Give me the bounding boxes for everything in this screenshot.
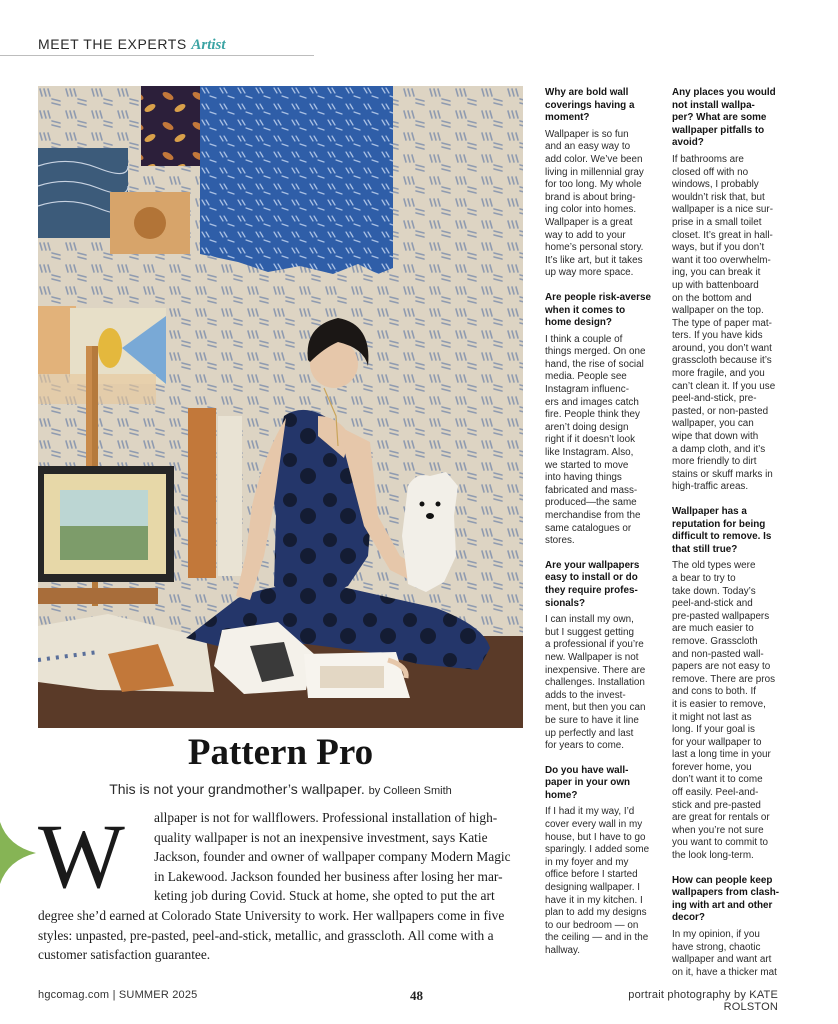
article-subtitle bbox=[38, 781, 523, 797]
answer-line: wallpaper on the top. bbox=[672, 305, 764, 317]
subtitle-text: This is not your grandmother’s wallpaper. bbox=[109, 781, 365, 797]
answer-line: more friendly to dirt bbox=[672, 456, 757, 468]
section-header bbox=[38, 36, 226, 54]
footer-separator: | bbox=[112, 989, 116, 1001]
answer-line: it might not last as bbox=[672, 711, 752, 723]
question-line: home design? bbox=[545, 317, 612, 329]
answer-line: have strong, chaotic bbox=[672, 941, 761, 953]
answer-line: wallpaper and want art bbox=[672, 954, 772, 966]
answer-line: are great for rentals or bbox=[672, 812, 770, 824]
answer-line: don’t want it to come bbox=[672, 774, 763, 786]
section-tag: Artist bbox=[191, 37, 226, 53]
answer-line: If bathrooms are bbox=[672, 153, 744, 165]
answer-line: plan to add my designs bbox=[545, 907, 647, 919]
answer-line: like Instagram. Also, bbox=[545, 447, 634, 459]
answer-line: a damp cloth, and it’s bbox=[672, 443, 766, 455]
answer-line: in my foyer and my bbox=[545, 856, 629, 868]
qa-question bbox=[672, 87, 802, 150]
answer-line: it is easier to remove, bbox=[672, 698, 766, 710]
question-line: How can people keep bbox=[672, 874, 773, 886]
answer-line: new. Wallpaper is not bbox=[545, 651, 639, 663]
answer-line: designing wallpaper. I bbox=[545, 882, 640, 894]
answer-line: If I had it my way, I’d bbox=[545, 806, 635, 818]
answer-line: challenges. Installation bbox=[545, 677, 645, 689]
answer-line: stick and pre-pasted bbox=[672, 799, 761, 811]
question-line: coverings having a bbox=[545, 99, 635, 111]
answer-line: wallpaper is a nice sur- bbox=[672, 204, 773, 216]
answer-line: Instagram influenc- bbox=[545, 384, 629, 396]
answer-line: forever home, you bbox=[672, 761, 752, 773]
answer-line: hallway. bbox=[545, 945, 580, 956]
answer-line: on the bottom and bbox=[672, 292, 752, 304]
answer-line: ment, but then you can bbox=[545, 702, 646, 714]
question-line: Wallpaper has a bbox=[672, 506, 747, 517]
answer-line: way to add to your bbox=[545, 229, 626, 241]
answer-line: living in millennial gray bbox=[545, 166, 644, 178]
answer-line: ing color into homes. bbox=[545, 204, 637, 216]
answer-line: I can install my own, bbox=[545, 614, 634, 626]
answer-line: off easily. Peel-and- bbox=[672, 787, 759, 799]
question-line: that still true? bbox=[672, 543, 738, 555]
drop-cap: W bbox=[38, 805, 125, 907]
question-line: paper in your own bbox=[545, 777, 631, 789]
answer-line: we started to move bbox=[545, 459, 629, 471]
answer-line: and an easy way to bbox=[545, 141, 631, 153]
answer-line: on it, have a thicker mat bbox=[672, 966, 777, 978]
answer-line: the look long-term. bbox=[672, 850, 754, 862]
answer-line: pasted, or non-pasted bbox=[672, 405, 769, 417]
answer-line: merchandise from the bbox=[545, 510, 641, 521]
answer-line: house, but I have to go bbox=[545, 831, 646, 843]
answer-line: up way more space. bbox=[545, 267, 634, 279]
answer-line: into having things bbox=[545, 472, 622, 484]
question-line: they require profes- bbox=[545, 584, 638, 596]
answer-line: closed off with no bbox=[672, 166, 749, 178]
answer-line: cover every wall in my bbox=[545, 819, 643, 831]
qa-answer bbox=[545, 334, 667, 548]
answer-line: long. If your goal is bbox=[672, 724, 755, 736]
body-line: in Lakewood. Jackson founded her business after losing her mar- bbox=[154, 868, 503, 884]
qa-answer bbox=[672, 560, 802, 862]
answer-line: add color. We’ve been bbox=[545, 153, 643, 165]
question-line: per? What are some bbox=[672, 112, 767, 124]
green-page-tab bbox=[0, 822, 36, 884]
question-line: avoid? bbox=[672, 137, 704, 149]
qa-answer bbox=[672, 154, 802, 494]
answer-line: right if it doesn’t look bbox=[545, 434, 636, 446]
question-line: home? bbox=[545, 789, 578, 801]
body-line: Jackson, founder and owner of wallpaper company Modern Magic bbox=[154, 849, 511, 865]
byline: by Colleen Smith bbox=[368, 785, 452, 797]
answer-line: want it too overwhelm- bbox=[672, 254, 771, 266]
answer-line: papers are not easy to bbox=[672, 661, 771, 673]
qa-answer bbox=[672, 929, 802, 979]
answer-line: closet. It’s great in hall- bbox=[672, 229, 773, 241]
answer-line: remove. There are pros bbox=[672, 673, 776, 685]
answer-line: up perfectly and last bbox=[545, 727, 634, 739]
body-line: allpaper is not for wallflowers. Professional installation of high- bbox=[154, 810, 498, 825]
question-line: ing with art and other bbox=[672, 899, 773, 911]
body-line: customer satisfaction guarantee. bbox=[38, 947, 211, 963]
question-line: decor? bbox=[672, 912, 705, 924]
answer-line: take down. Today’s bbox=[672, 585, 756, 597]
answer-line: but I suggest getting bbox=[545, 626, 634, 638]
answer-line: The old types were bbox=[672, 560, 756, 572]
qa-answer bbox=[545, 129, 667, 280]
qa-question bbox=[545, 292, 667, 330]
answer-line: produced—the same bbox=[545, 497, 637, 509]
answer-line: sparingly. I added some bbox=[545, 844, 650, 856]
footer-left bbox=[38, 989, 198, 1001]
answer-line: and non-pasted wall- bbox=[672, 648, 764, 660]
answer-line: It’s like art, but it takes bbox=[545, 254, 643, 266]
question-line: moment? bbox=[545, 112, 590, 124]
qa-answer bbox=[545, 614, 667, 753]
answer-line: peel-and-stick and bbox=[672, 598, 753, 610]
qa-question bbox=[545, 560, 667, 610]
answer-line: a professional if you’re bbox=[545, 639, 644, 651]
answer-line: stains or skuff marks in bbox=[672, 468, 773, 480]
question-line: reputation for being bbox=[672, 518, 766, 530]
answer-line: things merged. On one bbox=[545, 346, 646, 358]
question-line: not install wallpa- bbox=[672, 99, 755, 111]
answer-line: more fragile, and you bbox=[672, 368, 765, 380]
article-title: Pattern Pro bbox=[187, 732, 374, 773]
answer-line: media. People see bbox=[545, 371, 627, 383]
answer-line: ers and images catch bbox=[545, 396, 639, 408]
answer-line: aren’t doing design bbox=[545, 421, 629, 433]
answer-line: high-traffic areas. bbox=[672, 481, 749, 493]
answer-line: brand is about bring- bbox=[545, 191, 636, 203]
answer-line: and cons to both. If bbox=[672, 686, 756, 698]
question-line: Why are bold wall bbox=[545, 87, 629, 98]
question-line: Do you have wall- bbox=[545, 764, 629, 776]
answer-line: I think a couple of bbox=[545, 333, 623, 345]
answer-line: for years to come. bbox=[545, 740, 625, 752]
question-line: Are people risk-averse bbox=[545, 291, 651, 303]
qa-column-2 bbox=[672, 87, 802, 991]
answer-line: last a long time in your bbox=[672, 749, 771, 761]
answer-line: ters. If you have kids bbox=[672, 330, 763, 342]
answer-line: wouldn’t risk that, but bbox=[672, 191, 765, 203]
answer-line: Wallpaper is a great bbox=[545, 216, 633, 228]
portrait-illustration bbox=[38, 86, 523, 728]
header-divider bbox=[0, 55, 314, 56]
body-line: quality wallpaper is not an inexpensive investment, says Katie bbox=[154, 829, 488, 845]
qa-question bbox=[672, 875, 802, 925]
answer-line: hand, the rise of social bbox=[545, 358, 644, 370]
answer-line: ways, but if you don’t bbox=[672, 242, 765, 254]
issue-date: SUMMER 2025 bbox=[118, 989, 198, 1001]
answer-line: grasscloth because it’s bbox=[672, 355, 772, 367]
answer-line: to our bedroom — on bbox=[545, 919, 639, 931]
answer-line: In my opinion, if you bbox=[672, 929, 760, 940]
site-name: hgcomag.com bbox=[38, 989, 110, 1001]
question-line: sionals? bbox=[545, 597, 586, 609]
question-line: easy to install or do bbox=[545, 572, 638, 584]
answer-line: inexpensive. There are bbox=[545, 664, 646, 676]
answer-line: you want to commit to bbox=[672, 837, 769, 849]
answer-line: have it in my kitchen. I bbox=[545, 894, 643, 906]
answer-line: Wallpaper is so fun bbox=[545, 128, 629, 140]
answer-line: for your wallpaper to bbox=[672, 736, 762, 748]
answer-line: the ceiling — and in the bbox=[545, 932, 649, 944]
body-line: degree she’d earned at Colorado State University to work. Her wallpapers come in five bbox=[38, 907, 505, 923]
qa-question bbox=[672, 506, 802, 556]
answer-line: fabricated and mass- bbox=[545, 484, 638, 496]
answer-line: same catalogues or bbox=[545, 522, 632, 534]
answer-line: remove. Grasscloth bbox=[672, 635, 758, 647]
question-line: wallpapers from clash- bbox=[672, 887, 780, 899]
qa-column-1 bbox=[545, 87, 667, 970]
body-line: styles: unpasted, pre-pasted, peel-and-stick, metallic, and grasscloth. All come with a bbox=[38, 927, 494, 943]
question-line: difficult to remove. Is bbox=[672, 531, 772, 543]
answer-line: adds to the invest- bbox=[545, 689, 626, 701]
answer-line: for too long. My whole bbox=[545, 179, 642, 191]
answer-line: office before I started bbox=[545, 869, 638, 881]
answer-line: when you’re not sure bbox=[672, 824, 764, 836]
answer-line: pre-pasted wallpapers bbox=[672, 610, 770, 622]
answer-line: ing, you can break it bbox=[672, 267, 761, 279]
answer-line: wallpaper, you can bbox=[672, 418, 754, 430]
question-line: Any places you would bbox=[672, 87, 776, 98]
qa-question bbox=[545, 765, 667, 803]
answer-line: can’t clean it. If you use bbox=[672, 380, 776, 392]
answer-line: are much easier to bbox=[672, 623, 754, 635]
answer-line: stores. bbox=[545, 535, 575, 547]
photo-credit: portrait photography by KATE ROLSTON bbox=[628, 989, 778, 1013]
answer-line: around, you don’t want bbox=[672, 342, 772, 354]
qa-answer bbox=[545, 806, 667, 957]
question-line: wallpaper pitfalls to bbox=[672, 124, 765, 136]
answer-line: peel-and-stick, pre- bbox=[672, 393, 757, 405]
answer-line: prise in a small toilet bbox=[672, 216, 762, 228]
section-label: MEET THE EXPERTS bbox=[38, 36, 187, 52]
answer-line: The type of paper mat- bbox=[672, 317, 772, 329]
answer-line: wipe that down with bbox=[672, 431, 759, 443]
portrait-photo bbox=[38, 86, 523, 728]
page-number: 48 bbox=[410, 988, 423, 1003]
answer-line: be sure to have it line bbox=[545, 714, 639, 726]
answer-line: windows, I probably bbox=[672, 179, 759, 191]
body-line: keting job during Covid. Stuck at home, she opted to put the art bbox=[154, 888, 495, 904]
answer-line: home’s personal story. bbox=[545, 242, 644, 254]
question-line: when it comes to bbox=[545, 304, 626, 316]
answer-line: up with battenboard bbox=[672, 279, 759, 291]
article-body bbox=[38, 805, 511, 965]
answer-line: fire. People think they bbox=[545, 409, 640, 421]
answer-line: a bear to try to bbox=[672, 572, 736, 584]
qa-question bbox=[545, 87, 667, 125]
question-line: Are your wallpapers bbox=[545, 559, 640, 571]
